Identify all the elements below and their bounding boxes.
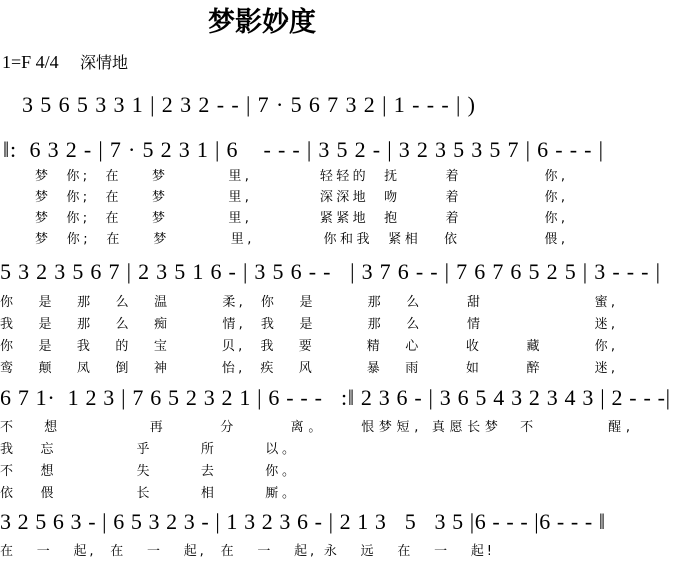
music-line-4: 6 7 1· 1 2 3 | 7 6 5 2 3 2 1 | 6 - - - :‖ 2 3 6 - | 3 6 5 4 3 2 3 4 3 | 2 - - -| [0,385,671,410]
lyric-line: 你 是 我 的 宝 贝, 我 要 精 心 收 藏 你, [0,339,616,354]
lyric-line: 我 忘 乎 所 以。 [0,442,295,457]
lyric-line: 在 一 起, 在 一 起, 在 一 起, 永 远 在 一 起! [0,544,493,559]
key-signature: 1=F 4/4 [2,52,59,72]
lyric-line: 我 是 那 么 痴 情, 我 是 那 么 情 迷, [0,317,616,332]
lyric-line: 你 是 那 么 温 柔, 你 是 那 么 甜 蜜, [0,295,616,310]
music-line-5: 3 2 5 6 3 - | 6 5 3 2 3 - | 1 3 2 3 6 - | 2 1 3 5 3 5 |6 - - - |6 - - - ‖ [0,509,605,534]
lyric-line: 梦 你; 在 梦 里, 轻轻的 抚 着 你, [35,169,566,184]
lyric-line: 梦 你; 在 梦 里, 紧紧地 抱 着 你, [35,211,566,226]
music-line-2: ‖: 6 3 2 - | 7 · 5 2 3 1 | 6 - - - | 3 5 2 - | 3 2 3 5 3 5 7 | 6 - - - | [3,137,603,162]
lyric-line: 梦 你; 在 梦 里, 深深地 吻 着 你, [35,190,566,205]
lyric-line: 鸾 颠 凤 倒 神 怡, 疾 风 暴 雨 如 醉 迷, [0,361,616,376]
music-line-1: 3 5 6 5 3 3 1 | 2 3 2 - - | 7 · 5 6 7 3 2 | 1 - - - | ) [22,92,475,117]
lyric-line: 不 想 再 分 离。 恨梦短, 真愿长梦 不 醒, [0,420,630,435]
expression-marking: 深情地 [80,53,129,72]
music-line-3: 5 3 2 3 5 6 7 | 2 3 5 1 6 - | 3 5 6 - - | 3 7 6 - - | 7 6 7 6 5 2 5 | 3 - - - | [0,259,660,284]
lyric-line: 依 偎 长 相 厮。 [0,486,295,501]
lyric-line: 梦 你; 在 梦 里, 你和我 紧相 依 偎, [35,232,565,247]
lyric-line: 不 想 失 去 你。 [0,464,295,479]
song-title: 梦影妙度 [208,7,316,38]
